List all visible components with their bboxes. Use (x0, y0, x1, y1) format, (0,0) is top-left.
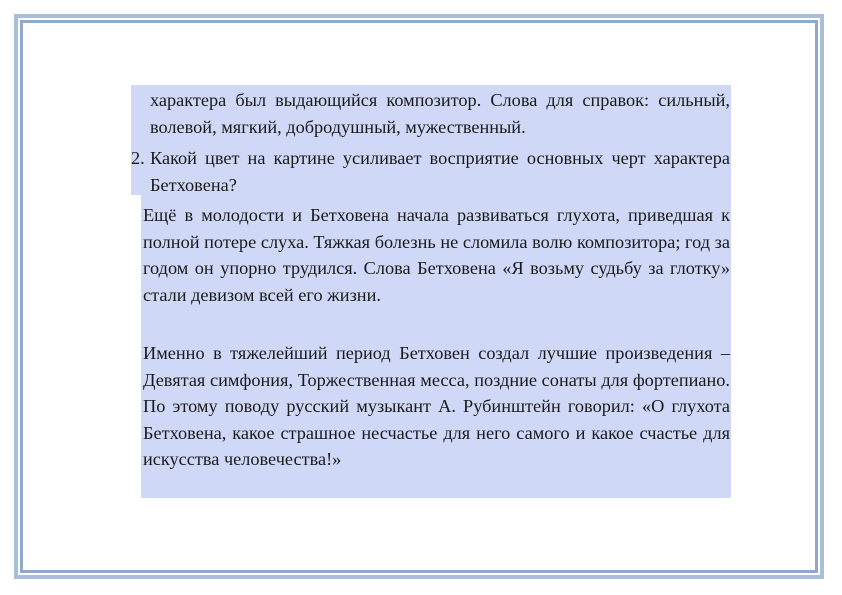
paragraph-deafness: Ещё в молодости и Бетховена начала развиваться глухота, приведшая к полной потере слуха. Тяжкая болезнь не сломила волю композитора; год за годом он упорно трудился. Слова Бетховена «Я возьму судьбу за глотку» стали девизом всей его жизни. (143, 205, 730, 305)
paragraph-masterpieces: Именно в тяжелейший период Бетховен создал лучшие произведения – Девятая симфония, Торжественная месса, поздние сонаты для фортепиано. По этому поводу русский музыкант А. Рубинштейн говорил: «О глухота Бетховена, какое страшное несчастье для него самого и какое счастье для искусства человечества!» (143, 343, 730, 469)
list-item-2-question: Какой цвет на картине усиливает восприятие основных черт характера Бетховена? (150, 148, 730, 195)
list-item-1-continuation: характера был выдающийся композитор. Слова для справок: сильный, волевой, мягкий, добродушный, мужественный. (150, 90, 730, 137)
list-item-2-number: 2. (131, 148, 145, 168)
